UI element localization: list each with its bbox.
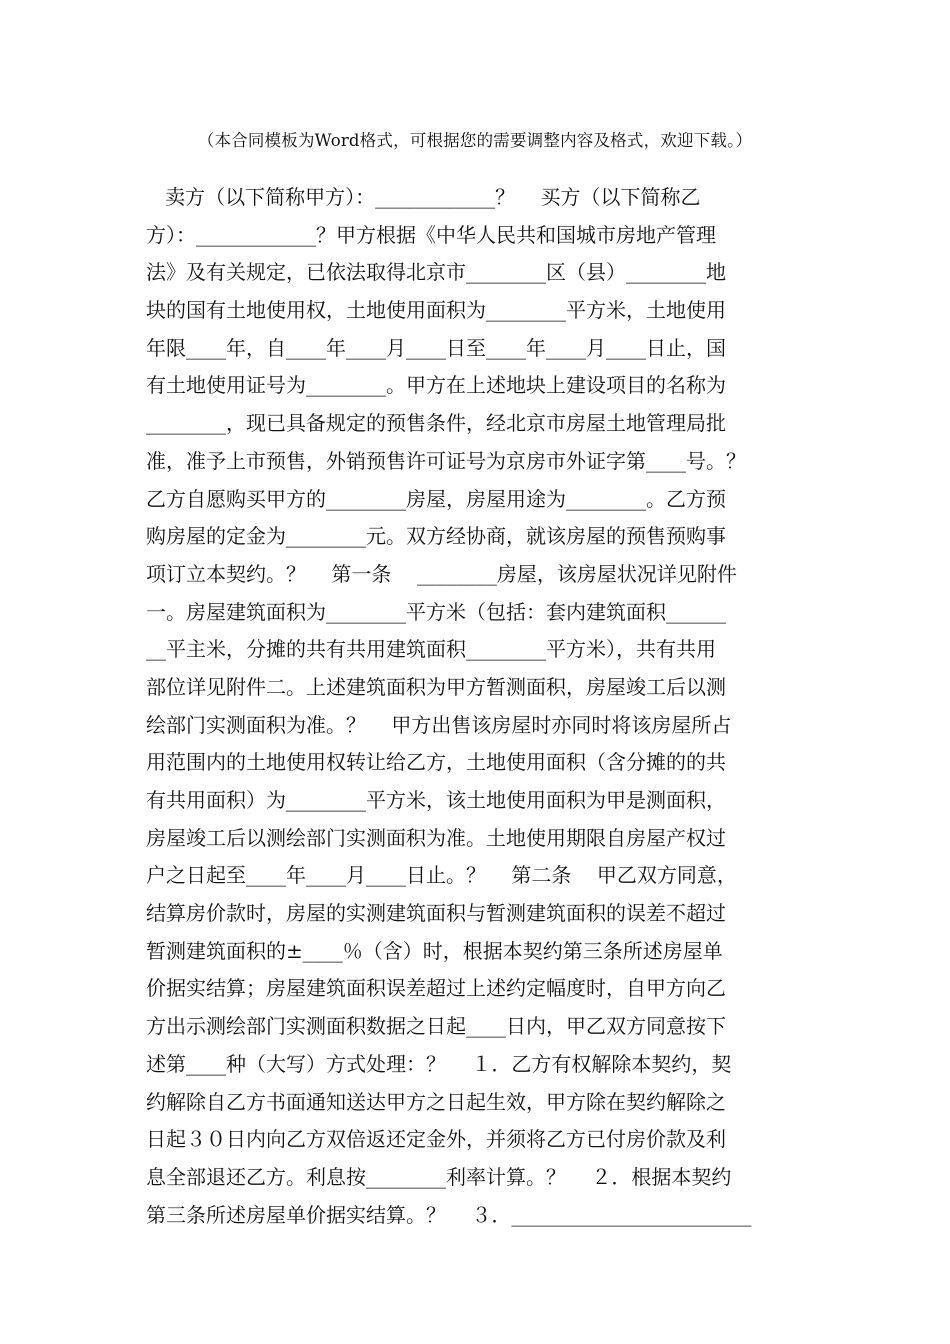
- body-line: 方）：____________？甲方根据《中华人民共和国城市房地产管理: [146, 222, 716, 247]
- body-line: 户之日起至____年____月____日止。？ 第二条 甲乙双方同意，: [146, 863, 737, 888]
- body-line: 法》及有关规定，已依法取得北京市________区（县）________地: [146, 260, 726, 285]
- body-line: __平主米，分摊的共有共用建筑面积________平方米），共有共用: [146, 637, 716, 662]
- body-line: 有土地使用证号为________。甲方在上述地块上建设项目的名称为: [146, 373, 726, 398]
- body-line: ________，现已具备规定的预售条件，经北京市房屋土地管理局批: [146, 411, 726, 436]
- body-line: 乙方自愿购买甲方的________房屋，房屋用途为________。乙方预: [146, 486, 726, 511]
- body-line: 项订立本契约。？ 第一条 ________房屋，该房屋状况详见附件: [146, 561, 737, 586]
- body-line: 卖方（以下简称甲方）：____________？ 买方（以下简称乙: [146, 185, 701, 209]
- body-line: 约解除自乙方书面通知送达甲方之日起生效，甲方除在契约解除之: [146, 1089, 726, 1114]
- body-line: 购房屋的定金为________元。双方经协商，就该房屋的预售预购事: [146, 524, 726, 549]
- body-line: 准，准予上市预售，外销预售许可证号为京房市外证字第____号。？: [146, 448, 746, 473]
- body-line: 房屋竣工后以测绘部门实测面积为准。土地使用期限自房屋产权过: [146, 825, 726, 850]
- body-line: 息全部退还乙方。利息按________利率计算。？ ２．根据本契约: [146, 1164, 732, 1189]
- body-line: 一。房屋建筑面积为________平方米（包括：套内建筑面积______: [146, 599, 726, 624]
- body-line: 结算房价款时，房屋的实测建筑面积与暂测建筑面积的误差不超过: [146, 901, 726, 926]
- body-line: 方出示测绘部门实测面积数据之日起____日内，甲乙双方同意按下: [146, 1014, 726, 1039]
- template-note: （本合同模板为Word格式，可根据您的需要调整内容及格式，欢迎下载。）: [197, 131, 753, 150]
- body-line: 部位详见附件二。上述建筑面积为甲方暂测面积，房屋竣工后以测: [146, 674, 726, 699]
- body-line: 有共用面积）为________平方米，该土地使用面积为甲是测面积，: [146, 788, 726, 812]
- body-line: 日起３０日内向乙方双倍返还定金外，并须将乙方已付房价款及利: [146, 1127, 726, 1152]
- body-line: 述第____种（大写）方式处理：？ １．乙方有权解除本契约，契: [146, 1051, 732, 1076]
- body-line: 绘部门实测面积为准。？ 甲方出售该房屋时亦同时将该房屋所占: [146, 712, 732, 737]
- body-line: 年限____年，自____年____月____日至____年____月____日止，国: [146, 335, 726, 360]
- contract-body: [146, 179, 806, 1234]
- body-line: 用范围内的土地使用权转让给乙方，土地使用面积（含分摊的的共: [146, 750, 726, 775]
- body-line: 块的国有土地使用权，土地使用面积为________平方米，土地使用: [146, 298, 726, 323]
- body-line: 价据实结算；房屋建筑面积误差超过上述约定幅度时，自甲方向乙: [146, 976, 726, 1001]
- body-line: 暂测建筑面积的±____％（含）时，根据本契约第三条所述房屋单: [146, 938, 723, 963]
- body-line: 第三条所述房屋单价据实结算。？ ３．________________________: [146, 1202, 752, 1227]
